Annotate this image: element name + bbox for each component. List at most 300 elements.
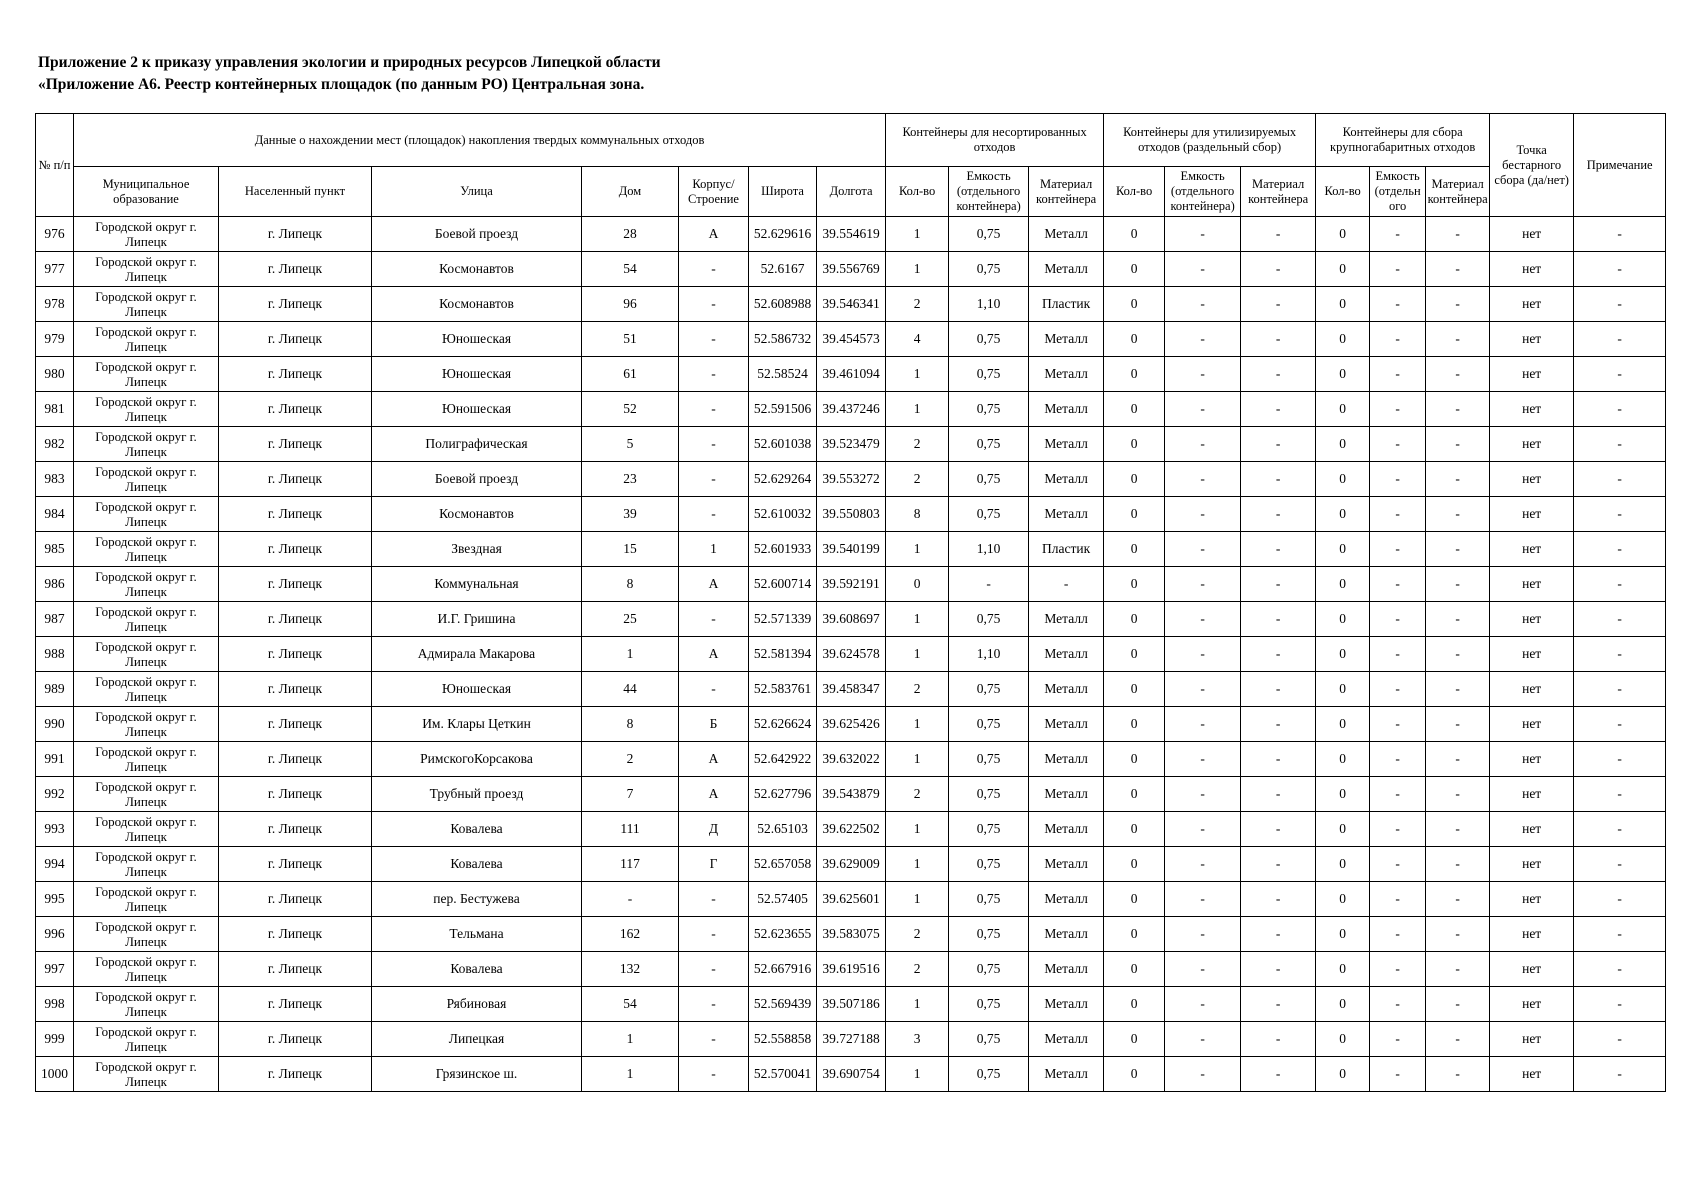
cell-lon: 39.553272 [817, 462, 886, 497]
cell-bulky-capacity: - [1370, 287, 1426, 322]
cell-house: 5 [582, 427, 679, 462]
cell-lat: 52.629264 [749, 462, 817, 497]
cell-bulky-material: - [1426, 672, 1490, 707]
cell-lat: 52.570041 [749, 1057, 817, 1092]
cell-lon: 39.622502 [817, 812, 886, 847]
cell-bulky-count: 0 [1316, 567, 1370, 602]
cell-num: 982 [36, 427, 74, 462]
cell-recycle-capacity: - [1165, 742, 1241, 777]
cell-unsorted-material: Металл [1029, 1022, 1104, 1057]
cell-unsorted-capacity: - [949, 567, 1029, 602]
container-registry-table [35, 113, 1666, 1092]
cell-settlement: г. Липецк [219, 427, 372, 462]
cell-settlement: г. Липецк [219, 742, 372, 777]
cell-num: 977 [36, 252, 74, 287]
cell-house: 8 [582, 707, 679, 742]
cell-bulky-capacity: - [1370, 882, 1426, 917]
cell-bagless: нет [1490, 567, 1574, 602]
cell-building: Г [679, 847, 749, 882]
cell-recycle-capacity: - [1165, 952, 1241, 987]
cell-street: Космонавтов [372, 497, 582, 532]
cell-recycle-capacity: - [1165, 532, 1241, 567]
cell-num: 988 [36, 637, 74, 672]
cell-unsorted-capacity: 0,75 [949, 462, 1029, 497]
cell-bulky-capacity: - [1370, 602, 1426, 637]
cell-bulky-count: 0 [1316, 707, 1370, 742]
cell-num: 978 [36, 287, 74, 322]
cell-lat: 52.6167 [749, 252, 817, 287]
cell-num: 993 [36, 812, 74, 847]
cell-recycle-capacity: - [1165, 252, 1241, 287]
cell-recycle-material: - [1241, 952, 1316, 987]
cell-building: А [679, 217, 749, 252]
cell-recycle-count: 0 [1104, 217, 1165, 252]
cell-unsorted-capacity: 0,75 [949, 497, 1029, 532]
cell-settlement: г. Липецк [219, 252, 372, 287]
cell-recycle-capacity: - [1165, 707, 1241, 742]
cell-bulky-material: - [1426, 497, 1490, 532]
cell-lon: 39.523479 [817, 427, 886, 462]
cell-num: 989 [36, 672, 74, 707]
cell-house: 61 [582, 357, 679, 392]
table-row [36, 987, 1666, 1022]
cell-building: - [679, 987, 749, 1022]
table-row [36, 882, 1666, 917]
cell-unsorted-count: 1 [886, 357, 949, 392]
table-row [36, 812, 1666, 847]
cell-street: Тельмана [372, 917, 582, 952]
cell-municipality: Городской округ г. Липецк [74, 637, 219, 672]
cell-recycle-count: 0 [1104, 952, 1165, 987]
cell-recycle-count: 0 [1104, 357, 1165, 392]
cell-unsorted-count: 2 [886, 672, 949, 707]
cell-num: 984 [36, 497, 74, 532]
cell-bagless: нет [1490, 392, 1574, 427]
cell-recycle-count: 0 [1104, 497, 1165, 532]
cell-bagless: нет [1490, 252, 1574, 287]
cell-bulky-count: 0 [1316, 462, 1370, 497]
cell-unsorted-count: 0 [886, 567, 949, 602]
cell-municipality: Городской округ г. Липецк [74, 427, 219, 462]
cell-lon: 39.629009 [817, 847, 886, 882]
cell-lon: 39.550803 [817, 497, 886, 532]
cell-recycle-material: - [1241, 1022, 1316, 1057]
cell-settlement: г. Липецк [219, 462, 372, 497]
cell-num: 986 [36, 567, 74, 602]
cell-house: 23 [582, 462, 679, 497]
cell-bulky-count: 0 [1316, 392, 1370, 427]
cell-settlement: г. Липецк [219, 567, 372, 602]
cell-bulky-capacity: - [1370, 357, 1426, 392]
cell-recycle-count: 0 [1104, 1022, 1165, 1057]
cell-unsorted-count: 1 [886, 602, 949, 637]
header-lon: Долгота [817, 167, 886, 217]
cell-unsorted-material: Металл [1029, 672, 1104, 707]
cell-bulky-capacity: - [1370, 847, 1426, 882]
cell-recycle-material: - [1241, 287, 1316, 322]
cell-recycle-capacity: - [1165, 637, 1241, 672]
cell-settlement: г. Липецк [219, 392, 372, 427]
document-title-line-1: Приложение 2 к приказу управления экологии и природных ресурсов Липецкой области [38, 54, 661, 71]
cell-house: 51 [582, 322, 679, 357]
table-row [36, 742, 1666, 777]
table-body [36, 217, 1666, 1092]
cell-num: 990 [36, 707, 74, 742]
cell-building: - [679, 602, 749, 637]
cell-unsorted-material: Металл [1029, 707, 1104, 742]
cell-recycle-material: - [1241, 777, 1316, 812]
cell-bulky-material: - [1426, 322, 1490, 357]
cell-note: - [1574, 287, 1666, 322]
cell-unsorted-count: 2 [886, 917, 949, 952]
cell-municipality: Городской округ г. Липецк [74, 847, 219, 882]
cell-bagless: нет [1490, 462, 1574, 497]
cell-unsorted-material: Металл [1029, 917, 1104, 952]
cell-unsorted-capacity: 0,75 [949, 392, 1029, 427]
cell-bulky-material: - [1426, 707, 1490, 742]
cell-recycle-count: 0 [1104, 742, 1165, 777]
header-recycle-count: Кол-во [1104, 167, 1165, 217]
cell-lon: 39.454573 [817, 322, 886, 357]
cell-recycle-count: 0 [1104, 252, 1165, 287]
cell-note: - [1574, 357, 1666, 392]
cell-bulky-capacity: - [1370, 672, 1426, 707]
cell-building: - [679, 1022, 749, 1057]
cell-recycle-material: - [1241, 742, 1316, 777]
cell-bulky-count: 0 [1316, 1022, 1370, 1057]
cell-bulky-capacity: - [1370, 637, 1426, 672]
cell-note: - [1574, 252, 1666, 287]
cell-municipality: Городской округ г. Липецк [74, 777, 219, 812]
cell-recycle-count: 0 [1104, 462, 1165, 497]
cell-municipality: Городской округ г. Липецк [74, 392, 219, 427]
cell-street: Боевой проезд [372, 462, 582, 497]
cell-bulky-capacity: - [1370, 252, 1426, 287]
cell-lat: 52.610032 [749, 497, 817, 532]
cell-lat: 52.657058 [749, 847, 817, 882]
cell-building: Б [679, 707, 749, 742]
cell-bulky-material: - [1426, 217, 1490, 252]
cell-note: - [1574, 742, 1666, 777]
cell-municipality: Городской округ г. Липецк [74, 672, 219, 707]
cell-house: 2 [582, 742, 679, 777]
cell-lat: 52.586732 [749, 322, 817, 357]
cell-bulky-capacity: - [1370, 322, 1426, 357]
cell-building: Д [679, 812, 749, 847]
header-bulky-count: Кол-во [1316, 167, 1370, 217]
cell-recycle-count: 0 [1104, 847, 1165, 882]
cell-settlement: г. Липецк [219, 637, 372, 672]
header-row-groups [36, 114, 1666, 167]
cell-bagless: нет [1490, 357, 1574, 392]
cell-unsorted-capacity: 0,75 [949, 917, 1029, 952]
cell-lat: 52.58524 [749, 357, 817, 392]
cell-bulky-material: - [1426, 812, 1490, 847]
cell-lon: 39.625426 [817, 707, 886, 742]
cell-recycle-material: - [1241, 567, 1316, 602]
cell-municipality: Городской округ г. Липецк [74, 1022, 219, 1057]
cell-unsorted-capacity: 0,75 [949, 672, 1029, 707]
cell-lat: 52.581394 [749, 637, 817, 672]
cell-unsorted-material: Металл [1029, 217, 1104, 252]
cell-lat: 52.57405 [749, 882, 817, 917]
cell-bulky-count: 0 [1316, 1057, 1370, 1092]
document-title-line-2: «Приложение А6. Реестр контейнерных площадок (по данным РО) Центральная зона. [38, 76, 645, 93]
cell-recycle-capacity: - [1165, 672, 1241, 707]
cell-settlement: г. Липецк [219, 602, 372, 637]
cell-unsorted-capacity: 0,75 [949, 952, 1029, 987]
header-recycle-material: Материал контейнера [1241, 167, 1316, 217]
cell-settlement: г. Липецк [219, 287, 372, 322]
cell-municipality: Городской округ г. Липецк [74, 987, 219, 1022]
cell-recycle-count: 0 [1104, 427, 1165, 462]
cell-lon: 39.583075 [817, 917, 886, 952]
header-row-columns [36, 167, 1666, 217]
cell-bagless: нет [1490, 882, 1574, 917]
cell-unsorted-capacity: 0,75 [949, 357, 1029, 392]
cell-unsorted-count: 4 [886, 322, 949, 357]
cell-lat: 52.569439 [749, 987, 817, 1022]
table-row [36, 952, 1666, 987]
cell-lon: 39.543879 [817, 777, 886, 812]
cell-bulky-count: 0 [1316, 322, 1370, 357]
cell-lat: 52.601038 [749, 427, 817, 462]
header-settlement: Населенный пункт [219, 167, 372, 217]
cell-unsorted-material: Металл [1029, 392, 1104, 427]
cell-lat: 52.65103 [749, 812, 817, 847]
table-row [36, 497, 1666, 532]
cell-bulky-count: 0 [1316, 882, 1370, 917]
cell-bagless: нет [1490, 1022, 1574, 1057]
cell-note: - [1574, 672, 1666, 707]
cell-unsorted-capacity: 1,10 [949, 287, 1029, 322]
cell-building: А [679, 777, 749, 812]
cell-unsorted-capacity: 0,75 [949, 987, 1029, 1022]
cell-num: 1000 [36, 1057, 74, 1092]
header-municipality: Муниципальное образование [74, 167, 219, 217]
cell-note: - [1574, 532, 1666, 567]
cell-bulky-count: 0 [1316, 987, 1370, 1022]
cell-unsorted-count: 1 [886, 987, 949, 1022]
cell-settlement: г. Липецк [219, 882, 372, 917]
document-title-block [38, 52, 1538, 96]
table-row [36, 567, 1666, 602]
cell-unsorted-count: 1 [886, 532, 949, 567]
cell-lat: 52.583761 [749, 672, 817, 707]
cell-municipality: Городской округ г. Липецк [74, 917, 219, 952]
cell-recycle-material: - [1241, 252, 1316, 287]
cell-municipality: Городской округ г. Липецк [74, 882, 219, 917]
cell-lat: 52.591506 [749, 392, 817, 427]
cell-note: - [1574, 987, 1666, 1022]
table-row [36, 707, 1666, 742]
cell-street: Трубный проезд [372, 777, 582, 812]
header-house: Дом [582, 167, 679, 217]
table-row [36, 672, 1666, 707]
cell-building: - [679, 427, 749, 462]
cell-building: - [679, 322, 749, 357]
cell-lon: 39.608697 [817, 602, 886, 637]
cell-unsorted-material: Металл [1029, 497, 1104, 532]
cell-house: 25 [582, 602, 679, 637]
cell-unsorted-count: 1 [886, 742, 949, 777]
cell-unsorted-material: Пластик [1029, 532, 1104, 567]
cell-street: пер. Бестужева [372, 882, 582, 917]
table-row [36, 637, 1666, 672]
cell-street: Ковалева [372, 812, 582, 847]
cell-street: Им. Клары Цеткин [372, 707, 582, 742]
cell-bulky-capacity: - [1370, 427, 1426, 462]
cell-street: Рябиновая [372, 987, 582, 1022]
cell-unsorted-count: 2 [886, 777, 949, 812]
cell-settlement: г. Липецк [219, 812, 372, 847]
cell-bagless: нет [1490, 917, 1574, 952]
cell-unsorted-capacity: 0,75 [949, 777, 1029, 812]
cell-recycle-material: - [1241, 602, 1316, 637]
cell-bulky-material: - [1426, 987, 1490, 1022]
cell-street: Грязинское ш. [372, 1057, 582, 1092]
cell-settlement: г. Липецк [219, 497, 372, 532]
cell-house: 39 [582, 497, 679, 532]
cell-bulky-material: - [1426, 532, 1490, 567]
header-unsorted-capacity: Емкость (отдельного контейнера) [949, 167, 1029, 217]
cell-num: 985 [36, 532, 74, 567]
cell-recycle-count: 0 [1104, 987, 1165, 1022]
cell-house: 96 [582, 287, 679, 322]
cell-recycle-count: 0 [1104, 532, 1165, 567]
cell-bulky-material: - [1426, 357, 1490, 392]
cell-recycle-count: 0 [1104, 1057, 1165, 1092]
cell-house: 54 [582, 987, 679, 1022]
cell-building: - [679, 952, 749, 987]
cell-bulky-count: 0 [1316, 777, 1370, 812]
cell-unsorted-capacity: 0,75 [949, 882, 1029, 917]
cell-bagless: нет [1490, 777, 1574, 812]
table-row [36, 847, 1666, 882]
cell-house: 28 [582, 217, 679, 252]
cell-note: - [1574, 917, 1666, 952]
cell-bulky-material: - [1426, 392, 1490, 427]
cell-bagless: нет [1490, 637, 1574, 672]
cell-bulky-count: 0 [1316, 637, 1370, 672]
cell-recycle-material: - [1241, 217, 1316, 252]
cell-recycle-capacity: - [1165, 217, 1241, 252]
cell-unsorted-count: 1 [886, 847, 949, 882]
cell-num: 992 [36, 777, 74, 812]
cell-settlement: г. Липецк [219, 532, 372, 567]
cell-bulky-count: 0 [1316, 917, 1370, 952]
cell-settlement: г. Липецк [219, 1057, 372, 1092]
cell-unsorted-material: Металл [1029, 427, 1104, 462]
cell-bulky-material: - [1426, 917, 1490, 952]
header-location-group: Данные о нахождении мест (площадок) накопления твердых коммунальных отходов [74, 114, 886, 167]
cell-unsorted-capacity: 1,10 [949, 637, 1029, 672]
cell-bulky-capacity: - [1370, 987, 1426, 1022]
cell-recycle-material: - [1241, 672, 1316, 707]
cell-note: - [1574, 427, 1666, 462]
cell-recycle-material: - [1241, 357, 1316, 392]
cell-bulky-material: - [1426, 252, 1490, 287]
cell-bulky-count: 0 [1316, 742, 1370, 777]
cell-bulky-capacity: - [1370, 497, 1426, 532]
table-row [36, 322, 1666, 357]
cell-lon: 39.458347 [817, 672, 886, 707]
cell-unsorted-material: Металл [1029, 637, 1104, 672]
cell-bulky-capacity: - [1370, 1057, 1426, 1092]
cell-municipality: Городской округ г. Липецк [74, 812, 219, 847]
cell-house: 162 [582, 917, 679, 952]
cell-municipality: Городской округ г. Липецк [74, 252, 219, 287]
cell-unsorted-material: Металл [1029, 812, 1104, 847]
header-building: Корпус/ Строение [679, 167, 749, 217]
cell-unsorted-material: Металл [1029, 602, 1104, 637]
cell-bagless: нет [1490, 322, 1574, 357]
cell-recycle-capacity: - [1165, 567, 1241, 602]
cell-municipality: Городской округ г. Липецк [74, 602, 219, 637]
cell-recycle-capacity: - [1165, 847, 1241, 882]
cell-unsorted-capacity: 0,75 [949, 427, 1029, 462]
cell-settlement: г. Липецк [219, 952, 372, 987]
cell-settlement: г. Липецк [219, 777, 372, 812]
cell-settlement: г. Липецк [219, 917, 372, 952]
cell-bagless: нет [1490, 217, 1574, 252]
cell-bulky-material: - [1426, 952, 1490, 987]
table-row [36, 217, 1666, 252]
cell-lon: 39.592191 [817, 567, 886, 602]
cell-lat: 52.608988 [749, 287, 817, 322]
cell-unsorted-count: 2 [886, 462, 949, 497]
cell-recycle-count: 0 [1104, 812, 1165, 847]
cell-num: 979 [36, 322, 74, 357]
cell-recycle-count: 0 [1104, 567, 1165, 602]
header-bulky-material: Материал контейнера [1426, 167, 1490, 217]
cell-lat: 52.629616 [749, 217, 817, 252]
cell-num: 991 [36, 742, 74, 777]
header-unsorted-material: Материал контейнера [1029, 167, 1104, 217]
cell-recycle-count: 0 [1104, 882, 1165, 917]
cell-unsorted-material: Металл [1029, 1057, 1104, 1092]
cell-recycle-material: - [1241, 322, 1316, 357]
cell-bulky-material: - [1426, 777, 1490, 812]
cell-bulky-count: 0 [1316, 952, 1370, 987]
cell-bulky-material: - [1426, 602, 1490, 637]
cell-house: 111 [582, 812, 679, 847]
cell-street: Юношеская [372, 357, 582, 392]
cell-recycle-count: 0 [1104, 637, 1165, 672]
cell-settlement: г. Липецк [219, 847, 372, 882]
cell-unsorted-capacity: 0,75 [949, 707, 1029, 742]
cell-recycle-material: - [1241, 497, 1316, 532]
cell-unsorted-count: 1 [886, 217, 949, 252]
cell-lat: 52.600714 [749, 567, 817, 602]
cell-house: 8 [582, 567, 679, 602]
cell-recycle-count: 0 [1104, 777, 1165, 812]
cell-recycle-capacity: - [1165, 882, 1241, 917]
table-header [36, 114, 1666, 217]
cell-house: 1 [582, 637, 679, 672]
header-unsorted-count: Кол-во [886, 167, 949, 217]
cell-street: Космонавтов [372, 287, 582, 322]
cell-lat: 52.667916 [749, 952, 817, 987]
cell-municipality: Городской округ г. Липецк [74, 497, 219, 532]
table-row [36, 357, 1666, 392]
cell-unsorted-count: 2 [886, 952, 949, 987]
cell-street: Адмирала Макарова [372, 637, 582, 672]
table-row [36, 1022, 1666, 1057]
cell-bulky-count: 0 [1316, 427, 1370, 462]
cell-building: - [679, 392, 749, 427]
table-row [36, 287, 1666, 322]
